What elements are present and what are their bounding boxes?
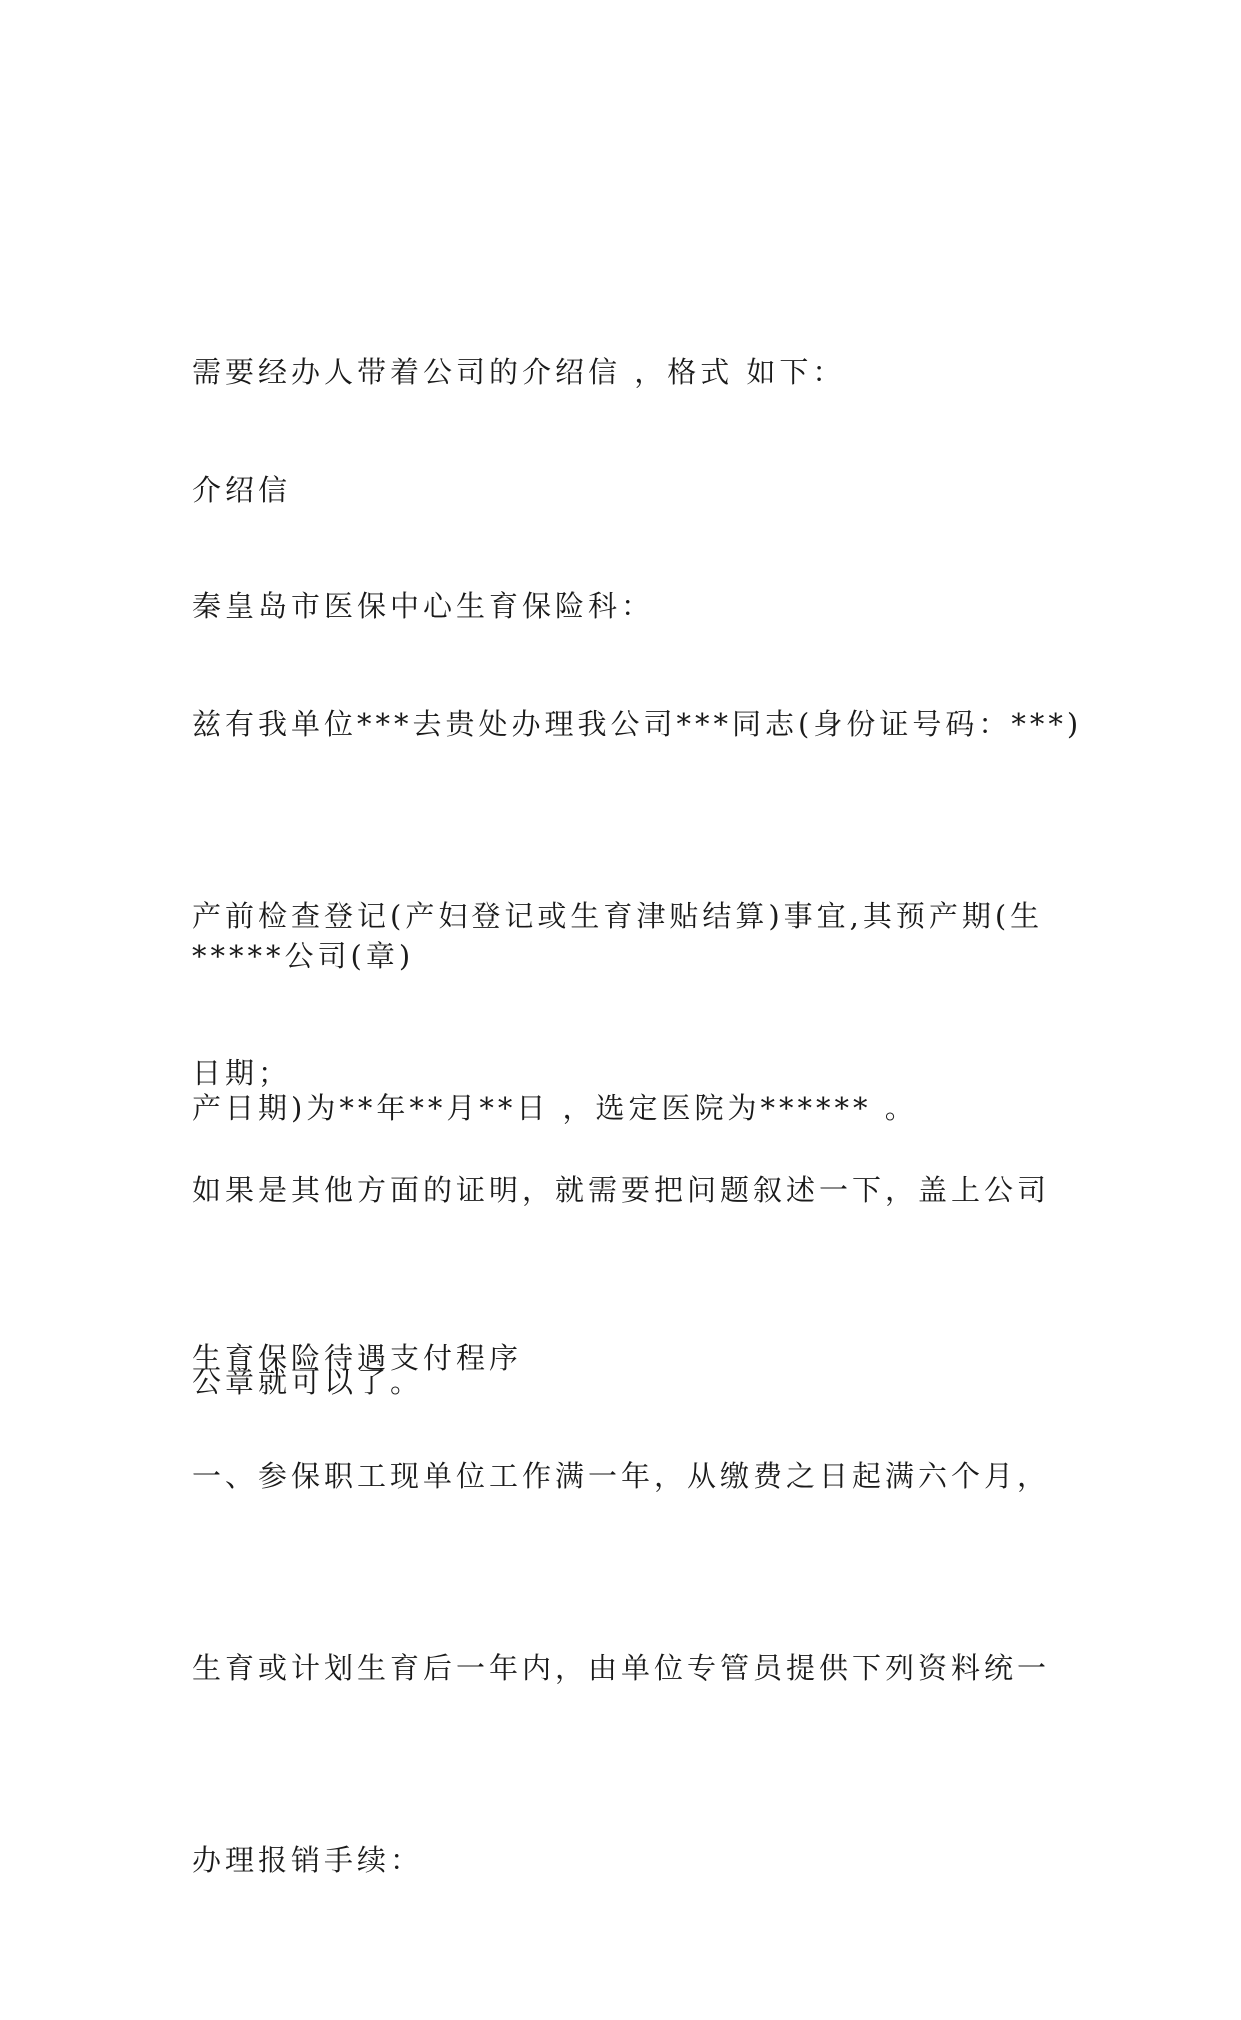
paragraph-line: 公章就可以了。 bbox=[192, 1365, 424, 1399]
paragraph-line: 日期； bbox=[192, 1056, 292, 1090]
paragraph-line: 生育或计划生育后一年内，由单位专管员提供下列资料统一 bbox=[192, 1651, 1051, 1685]
paragraph-line: 一、参保职工现单位工作满一年，从缴费之日起满六个月， bbox=[192, 1459, 1051, 1493]
paragraph-line: 介绍信 bbox=[192, 473, 292, 507]
paragraph-line: 秦皇岛市医保中心生育保险科： bbox=[192, 589, 655, 623]
paragraph-line: 需要经办人带着公司的介绍信 ，格式 如下： bbox=[192, 355, 846, 389]
paragraph-line: *****公司(章) bbox=[192, 939, 415, 973]
paragraph-step-one bbox=[192, 1316, 1062, 2020]
paragraph-line: 产前检查登记(产妇登记或生育津贴结算)事宜,其预产期(生 bbox=[192, 899, 1044, 933]
paragraph-line: 生育保险待遇支付程序 bbox=[192, 1341, 523, 1375]
paragraph-line: 兹有我单位***去贵处办理我公司***同志(身份证号码：***) bbox=[192, 707, 1083, 741]
paragraph-line: 如果是其他方面的证明，就需要把问题叙述一下，盖上公司 bbox=[192, 1173, 1051, 1207]
paragraph-line: 办理报销手续： bbox=[192, 1843, 424, 1877]
paragraph-line: 产日期)为**年**月**日 ，选定医院为****** 。 bbox=[192, 1091, 918, 1125]
